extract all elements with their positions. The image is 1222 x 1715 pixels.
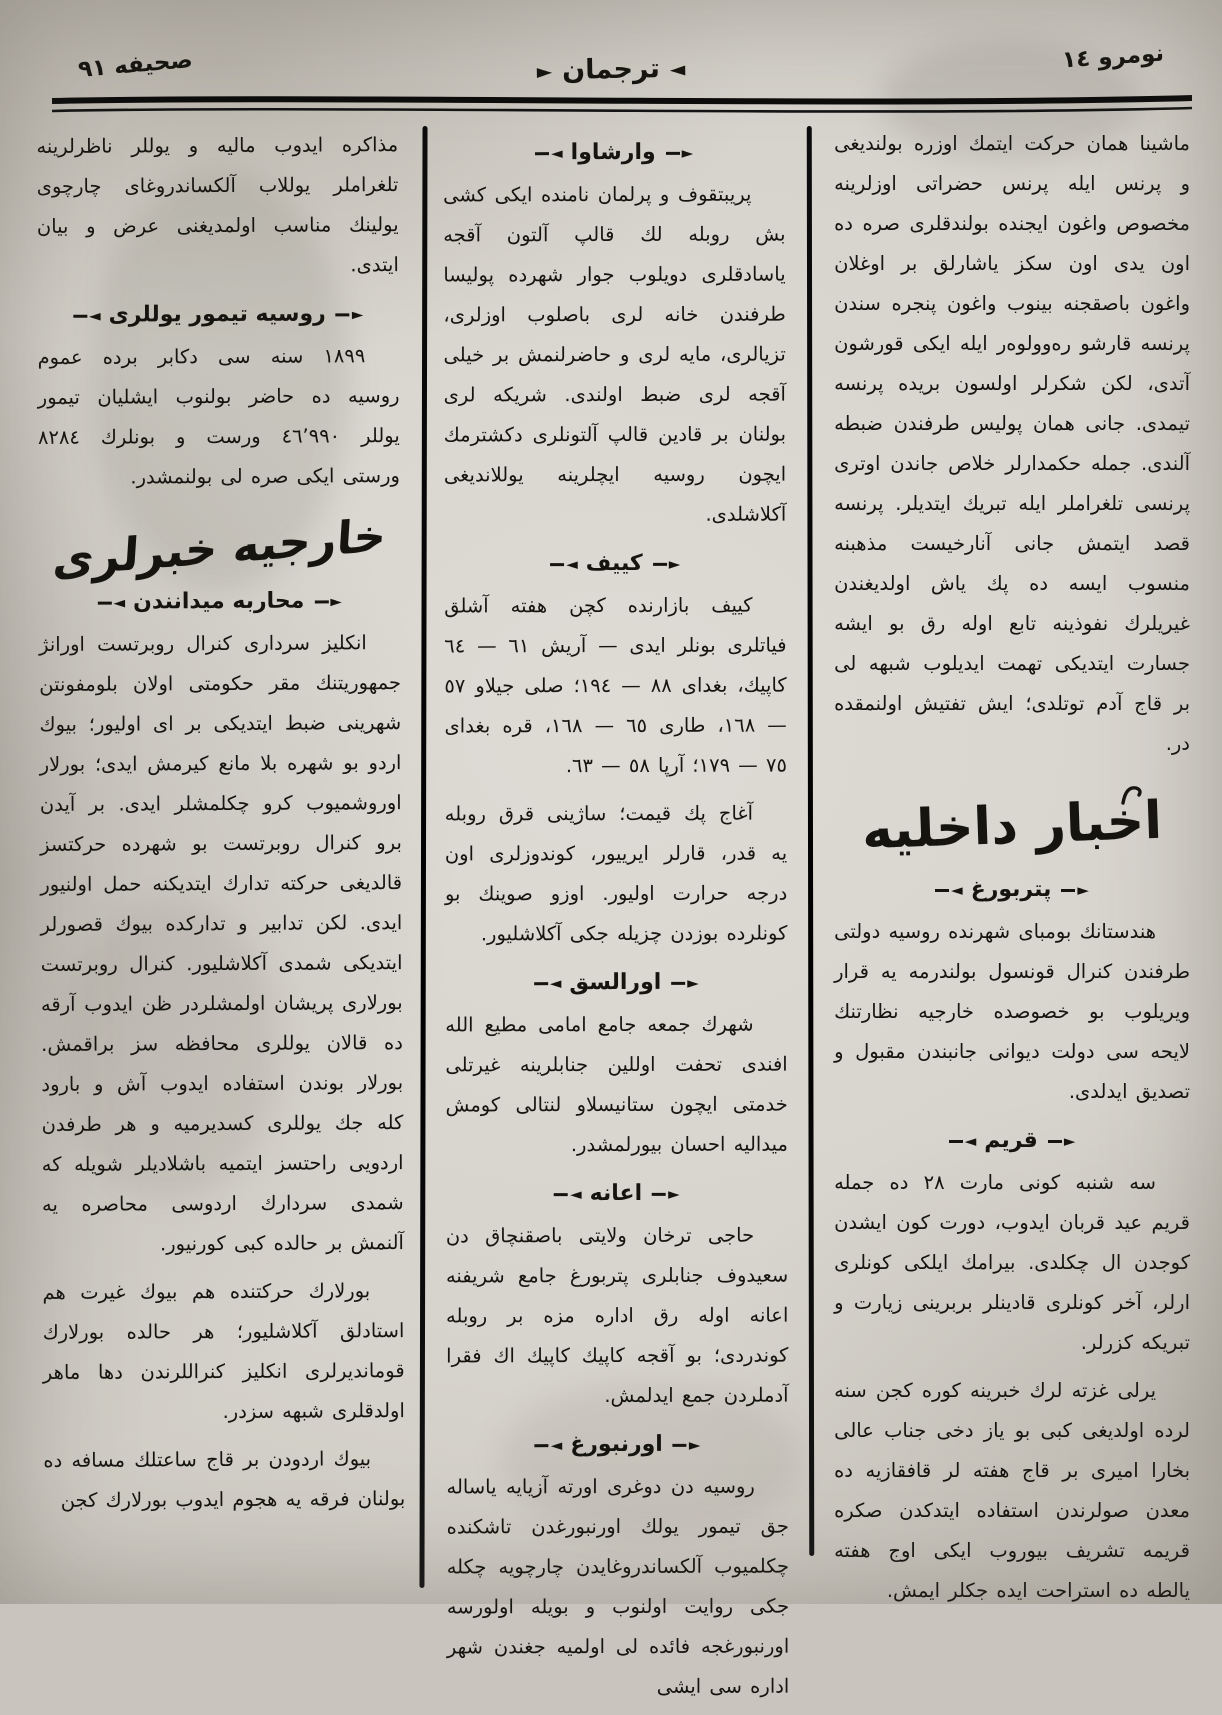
arrow-ornament-icon: ► [650, 1187, 680, 1202]
newspaper-masthead [537, 53, 686, 87]
arrow-ornament-icon: ► [312, 594, 342, 609]
section-heading-petersburg [834, 877, 1190, 902]
arrow-ornament-icon: ► [1059, 883, 1089, 898]
column-divider-rule [807, 126, 814, 1556]
article-paragraph: بورلارك حركتنده هم بيوك غيرت هم استادلق آكلاشليور؛ هر حالده بورلارك قومانديرلرى انكليز كنراللرندن دها ماهر اولدقلرى شبهه سزدر. [42, 1278, 405, 1423]
article-paragraph: انكليز سردارى كنرال روبرتست اورانژ جمهوريتنك مقر حكومتى اولان بلومفونتن شهرينى ضبط ايتديكى بر اى اوليور؛ بيوك اردو بو شهره بلا مانع كيرمش ايدى؛ بورلار اوروشميوب كرو چكلمشلر ايدى. بر آيدن برو كنرال روبرتست بو شهرده حركتسز قالديغى حركته تدارك ايتديكنه حمل اولنيور ايدى. لكن تدابير و تداركده بيوك قصورلر ايتديكى شمدى آكلاشليور. كنرال روبرتست بورلارى پريشان اولمشلردر ظن ايدوب آرقه ده قالان يوللرى محافظه سز براقمش. بورلار بوندن استفاده ايدوب آش و بارود كله جك يوللرى كسديرميه و هر طرفدن اردويى راحتسز ايتميه باشلاديلر شويله كه شمدى سردارك اردوسى محاصره يه آلنمش بر حالده كبى كورنيور. [38, 630, 405, 1255]
section-heading-battlefield [39, 588, 401, 615]
page-number-label: صحيفه ٩١ [77, 47, 194, 83]
article-paragraph: حاجى ترخان ولايتى باصقنچاق دن سعيدوف جنابلرى پتربورغ جامع شريفنه اعانه اوله رق اداره مزه بر روبله كوندردى؛ بو آقجه كاپيك كاپيك اك فقرا آدملردن جمع ايدلمش. [445, 1223, 789, 1408]
arrow-ornament-icon: ► [663, 146, 693, 161]
article-paragraph: هندستانك بومباى شهرنده روسيه دولتى طرفندن كنرال قونسول بولندرمه يه قرار ويريلوب بو خصوصده خارجيه نظارتنك لايحه سى دولت ديوانى جانبندن مقبول و تصديق ايدلدى. [834, 920, 1190, 1104]
section-heading-label: محاربه ميدانندن [133, 588, 305, 614]
arrow-ornament-icon: ◄ [535, 146, 563, 161]
section-heading-kiev [444, 551, 786, 577]
arrow-ornament-icon: ◄ [949, 1134, 977, 1149]
domestic-news-headline [834, 790, 1190, 862]
column-city-news [439, 122, 795, 1715]
arrow-ornament-icon: ◄ [534, 976, 562, 991]
section-heading-label: روسيه تيمور يوللرى [108, 301, 326, 328]
arrow-ornament-icon: ► [650, 557, 680, 572]
arrow-ornament-icon: ◄ [73, 309, 101, 324]
header-double-rule [52, 92, 1192, 118]
article-paragraph: بيوك اردودن بر قاج ساعتلك مسافه ده بولنان فرقه يه هجوم ايدوب بورلارك كجن [43, 1446, 406, 1512]
article-paragraph: ماشينا همان حركت ايتمك اوزره بولنديغى و پرنس ايله پرنس حضراتى اوزلرينه مخصوص واغون ايجنده بولندقلرى صره ده اون يدى اون سكز ياشارلق بر اوغلان واغون باصقجنه بينوب واغون پنجره سندن پرنسه قارشو رەوولوەر ايله ايكى قورشون آتدى، لكن شكرلر اولسون بريده پرنسه تيمدى. جانى همان پوليس طرفندن ضبطه آلندى. جمله حكمدارلر خلاص جاندن اوترى پرنسى تلغراملر ايله تبريك ايتديلر. پرنسه قصد ايتمش جانى آنارخيست مذهبنه منسوب ايسه ده پك ياش اولديغندن غيريلرك نفوذينه تابع اوله رق بو ايشه جسارت ايتديكى تهمت ايديلوب شبهه لى بر قاج آدم توتلدى؛ ايش تفتيش اولنمقده در. [834, 132, 1190, 755]
headline-text: اخبار داخليه [861, 790, 1164, 862]
arrow-ornament-icon: ► [671, 1438, 701, 1453]
article-paragraph: يرلى غزته لرك خبرينه كوره كجن سنه لرده اولديغى كبى بو ياز دخى جناب عالى بخارا اميرى بر قاج هفته لر قافقازيه ده معدن صولرندن استفاده ايتدكدن صكره قريمه تشريف بيوروب ايكى اوج هفته يالطه ده استراحت ايده جكلر ايمش. [834, 1379, 1190, 1603]
foreign-news-headline [38, 508, 400, 587]
arrow-ornament-icon: ► [1046, 1134, 1076, 1149]
article-paragraph: سه شنبه كونى مارت ٢٨ ده جمله قريم عيد قربان ايدوب، دورت كون ايشدن كوجدن ال چكلدى. بيرامك ايلكى كونلرى ارلر، آخر كونلرى قادينلر بربرينى زيارت و تبريكه كزرلر. [834, 1171, 1190, 1355]
section-heading-label: كييف [585, 550, 643, 577]
arrow-ornament-icon: ◄ [669, 56, 686, 81]
article-paragraph: پريبتقوف و پرلمان نامنده ايكى كشى بش روبله لك قالپ آلتون آقجه ياسادقلرى دويلوب جوار شهرده پوليسا طرفندن خانه لرى باصلوب اوزلرى، تزيالرى، مايه لرى و حاضرلنمش بر خيلى آقجه لرى ضبط اولندى. شريكه لرى بولنان بر قادين قالپ آلتونلرى دكشترمك ايچون روسيه ايچلرينه يوللانديغى آكلاشلدى. [442, 182, 787, 526]
masthead-title: ترجمان [561, 53, 661, 86]
section-heading-russia-railways [37, 301, 399, 328]
issue-number-label: نومرو ١٤ [1061, 40, 1165, 74]
column-divider-rule [419, 126, 427, 1588]
column-lead-story [828, 122, 1194, 1619]
section-heading-label: اورنبورغ [569, 1431, 663, 1458]
section-heading-orenburg [446, 1432, 788, 1458]
section-heading-label: اورالسق [569, 969, 662, 996]
article-paragraph: ١٨٩٩ سنه سى دكابر برده عموم روسيه ده حاضر بولنوب ايشليان تيمور يوللر ٤٦٬٩٩٠ ورست و بونلرك ٨٢٨٤ ورستى ايكى صره لى بولنمشدر. [37, 344, 400, 489]
arrow-ornament-icon: ◄ [534, 1438, 562, 1453]
section-heading-label: وارشاوا [570, 139, 656, 166]
section-heading-label: پتربورغ [970, 877, 1052, 903]
article-paragraph: مذاكره ايدوب ماليه و يوللر ناظرلرينه تلغراملر يوللاب آلكساندروغاى چارچوى يولينك مناسب اولمديغنى عرض و بيان ايتدى. [36, 133, 399, 277]
article-paragraph: شهرك جمعه جامع امامى مطيع الله افندى تحفت اوللين جنابلرينه غيرتلى خدمتى ايچون ستانيسلاو لنتالى كومش ميداليه احسان بيورلمشدر. [445, 1012, 788, 1157]
article-paragraph: آغاج پك قيمت؛ ساژينى قرق روبله يه قدر، قارلر ايرييور، كوندوزلرى اون درجه حرارت اوليور. اوزو صوينك بو كونلرده بوزدن چزيله جكى آكلاشليور. [444, 801, 788, 946]
article-paragraph: روسيه دن دوغرى اورته آزيايه ياساله جق تيمور يولك اورنبورغدن تاشكنده چكلميوب آلكساندروغايدن چارچويه چكله جكى روايت اولنوب و بويله اولورسه اورنبورغجه فائده لى اولميه جغندن شهر اداره سى ايشى [446, 1474, 790, 1698]
section-heading-crimea [834, 1128, 1190, 1153]
arrow-ornament-icon: ◄ [97, 595, 125, 610]
arrow-ornament-icon: ► [669, 976, 699, 991]
arrow-ornament-icon: ► [334, 307, 364, 322]
section-heading-warsaw [443, 140, 785, 166]
column-foreign-news [34, 121, 409, 1528]
section-heading-uralsk [445, 970, 787, 996]
section-heading-label: قريم [984, 1128, 1038, 1154]
arrow-ornament-icon: ◄ [935, 883, 963, 898]
section-heading-label: اعانه [589, 1180, 642, 1207]
arrow-ornament-icon: ◄ [550, 557, 578, 572]
arrow-ornament-icon: ◄ [554, 1187, 582, 1202]
columns-container [38, 122, 1194, 1715]
section-heading-donation [445, 1181, 787, 1207]
headline-text: خارجيه خبرلرى [51, 508, 388, 587]
article-paragraph: كييف بازارنده كچن هفته آشلق فياتلرى بونلر ايدى — آريش ٦١ — ٦٤ كاپيك، بغداى ٨٨ — ١٩٤؛ صلى جيلاو ٥٧ — ١٦٨، طارى ٦٥ — ١٦٨، قره بغداى ٧٥ — ١٧٩؛ آرپا ٥٨ — ٦٣. [443, 593, 787, 778]
arrow-ornament-icon: ► [536, 58, 553, 83]
